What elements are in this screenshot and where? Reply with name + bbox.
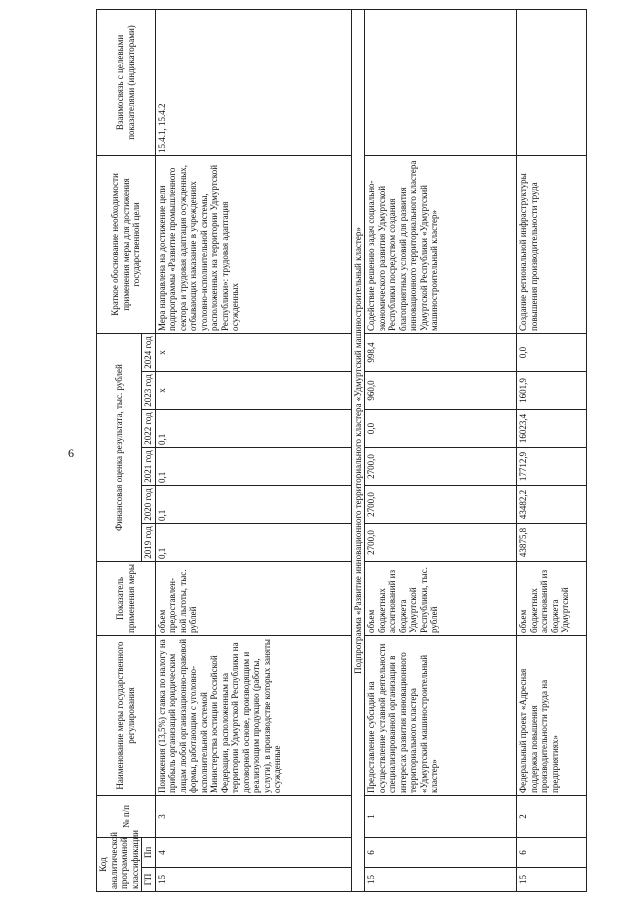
cell-value: 998,4 [365,334,517,372]
header-link: Взаимосвязь с целевыми показателями (индикаторами) [97,10,156,156]
cell-rationale: Создание региональной инфраструктуры повышения производительности труда [517,156,587,334]
header-code: Код аналитической программной классификации [97,838,142,892]
cell-gp: 15 [155,868,351,892]
header-gp: ГП [142,868,156,892]
cell-link: 15.4.1, 15.4.2 [155,10,351,156]
header-year: 2021 год [142,448,156,486]
cell-num: 1 [365,796,517,838]
cell-measure: Федеральный проект «Адресная поддержка повышения производительности труда на предприятиях» [517,636,587,796]
cell-indicator: объем бюджетных ассигнований из бюджета Удмуртской Республики, тыс. рублей [365,562,517,636]
header-pp: Пп [142,838,156,868]
cell-pp: 4 [155,838,351,868]
header-num: № п/п [97,796,156,838]
subprogram-title: Подпрограмма «Развитие инновационного территориального кластера «Удмуртский машиностроительный кластер» [351,10,365,892]
header-year: 2024 год [142,334,156,372]
cell-value: 43482,2 [517,486,587,524]
cell-value: 2700,0 [365,448,517,486]
header-measure: Наименование меры государственного регулирования [97,636,156,796]
subprogram-row [351,10,365,892]
header-year: 2019 год [142,524,156,562]
header-indicator: Показатель применения меры [97,562,156,636]
cell-value: 0,0 [365,410,517,448]
page-number: 6 [68,446,74,460]
cell-rationale: Содействие решению задач социально-экономического развития Удмуртской Республики посредством создания благоприятных условий для развития инновационного территориального кластера Удмуртской Республики «Удмуртский машиностроительный кластер» [365,156,517,334]
table-row [155,10,351,892]
cell-gp: 15 [365,868,517,892]
header-year: 2023 год [142,372,156,410]
header-rationale: Краткое обоснование необходимости применения меры для достижения государственной цели [97,156,156,334]
cell-value: 2700,0 [365,524,517,562]
cell-measure: Предоставление субсидий на осуществление уставной деятельности специализированной организации в интересах развития инновационного территориального кластера «Удмуртский машиностроительный кластер» [365,636,517,796]
cell-link [517,10,587,156]
cell-value: 0,1 [155,524,351,562]
header-finance: Финансовая оценка результата, тыс. рублей [97,334,142,562]
table-row [517,10,587,892]
cell-gp: 15 [517,868,587,892]
cell-value: 0,1 [155,410,351,448]
table-row [365,10,517,892]
cell-num: 3 [155,796,351,838]
cell-value: 0,1 [155,448,351,486]
cell-value: 0,1 [155,486,351,524]
cell-link [365,10,517,156]
rotated-table-sheet [96,12,606,892]
cell-value: 16023,4 [517,410,587,448]
cell-num: 2 [517,796,587,838]
cell-value: 1601,9 [517,372,587,410]
cell-value: 43875,8 [517,524,587,562]
cell-value: 0,0 [517,334,587,372]
cell-measure: Понижения (13,5%) ставка по налогу на прибыль организаций юридическим лицам любой организационно-правовой формы, работающим с уголовно-исполнительной системой Министерства юстиции Российской Федерации, расположенным на территории Удмуртской Республики на договорной основе, производящим и реализующим продукцию (работы, услуги), в производстве которых заняты осужденные [155,636,351,796]
header-year: 2022 год [142,410,156,448]
cell-pp: 6 [365,838,517,868]
cell-rationale: Мера направлена на достижение цели подпрограммы «Развитие промышленного сектора и трудовая адаптация осужденных, отбывающих наказание в учреждениях уголовно-исполнительной системы, расположенных на территории Удмуртской Республики»: трудовая адаптация осужденных [155,156,351,334]
cell-pp: 6 [517,838,587,868]
cell-value: 960,0 [365,372,517,410]
header-year: 2020 год [142,486,156,524]
cell-value: 17712,9 [517,448,587,486]
measures-table [96,9,587,892]
cell-value: 2700,0 [365,486,517,524]
cell-value: x [155,334,351,372]
cell-indicator: объем предоставлен-ной льготы, тыс. рублей [155,562,351,636]
cell-value: x [155,372,351,410]
header-row-1 [97,10,142,892]
cell-indicator: объем бюджетных ассигнований из бюджета Удмуртской [517,562,587,636]
